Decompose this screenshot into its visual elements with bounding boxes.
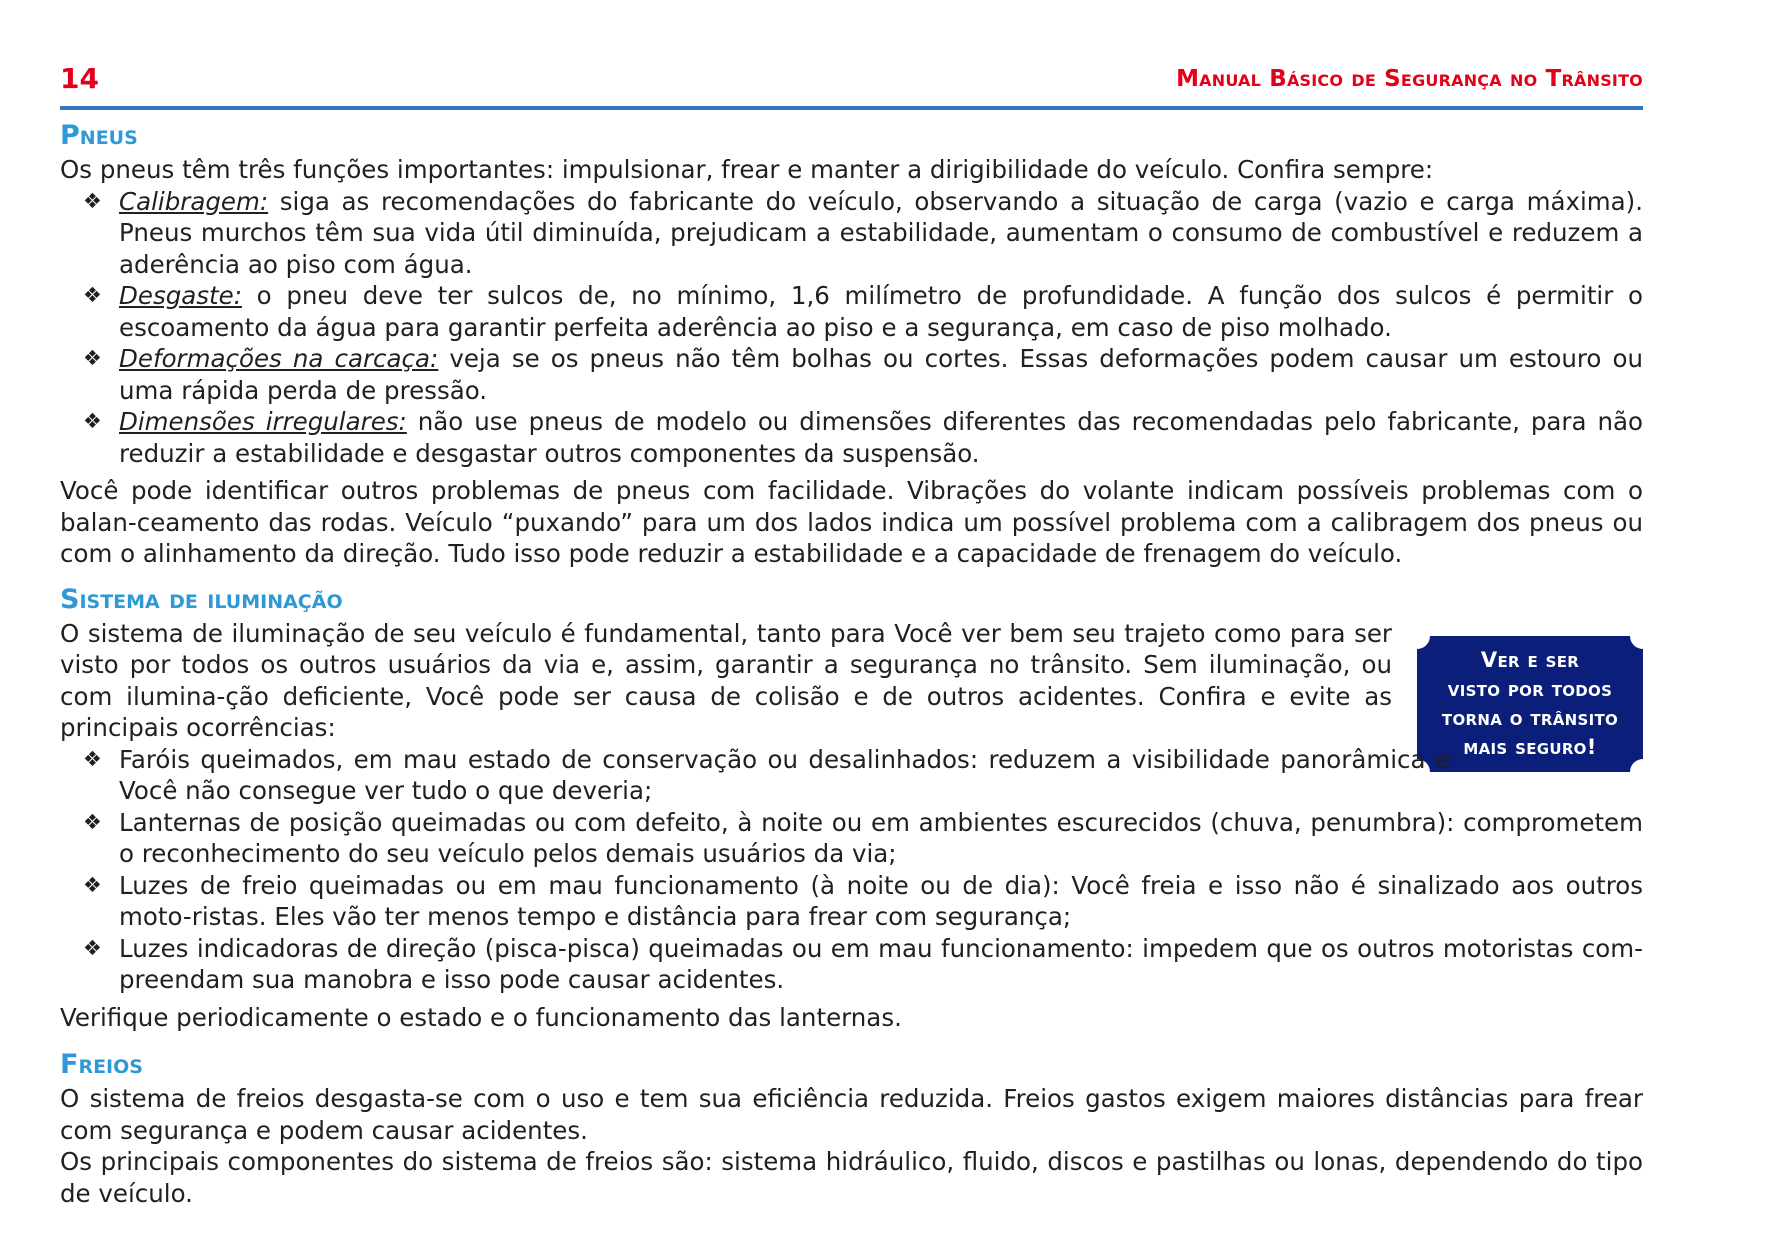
freios-paragraph: O sistema de freios desgasta-se com o uso e tem sua eficiência reduzida. Freios gastos exigem maiores distâncias para frear com segurança e podem causar acidentes. <box>60 1084 1643 1145</box>
pneus-intro: Os pneus têm três funções importantes: impulsionar, frear e manter a dirigibilidade do veículo. Confira sempre: <box>60 155 1434 184</box>
section-title-pneus: Pneus <box>60 120 138 151</box>
list-item <box>60 870 1643 933</box>
diamond-bullet-icon: ❖ <box>83 809 102 834</box>
list-item <box>60 807 1643 870</box>
diamond-bullet-icon: ❖ <box>83 872 102 897</box>
list-item-text: Faróis queimados, em mau estado de conservação ou desalinhados: reduzem a visibilidade panorâmica e Você não consegue ver tudo o que deveria; <box>119 744 1451 805</box>
list-item-text: não use pneus de modelo ou dimensões diferentes das recomendadas pelo fabricante, para não reduzir a estabilidade e desgastar outros componentes da suspensão. <box>119 407 1644 468</box>
page-content <box>60 118 1643 1209</box>
diamond-bullet-icon: ❖ <box>83 188 102 213</box>
list-item <box>60 406 1643 469</box>
diamond-bullet-icon: ❖ <box>83 283 102 307</box>
list-item <box>60 343 1643 406</box>
iluminacao-closing: Verifique periodicamente o estado e o funcionamento das lanternas. <box>60 1002 902 1032</box>
section-title-freios: Freios <box>60 1049 143 1080</box>
callout-line: visto por todos <box>1447 676 1613 701</box>
list-item <box>60 744 1451 807</box>
list-item-term: Dimensões irregulares: <box>119 407 407 436</box>
callout-line: torna o trânsito <box>1441 705 1619 730</box>
list-item-text: Luzes indicadoras de direção (pisca-pisca) queimadas ou em mau funcionamento: impedem que os outros motoristas com-preendam sua manobra e isso pode causar acidentes. <box>119 933 1643 994</box>
list-item-term: Deformações na carcaça: <box>119 344 439 373</box>
iluminacao-intro: O sistema de iluminação de seu veículo é fundamental, tanto para Você ver bem seu trajeto como para ser visto por todos os outros usuários da via e, assim, garantir a segurança no trânsito. Sem iluminação, ou com ilumina-ção deficiente, Você pode ser causa de colisão e de outros acidentes. Confira e evite as principais ocorrências: <box>60 618 1392 742</box>
iluminacao-block <box>60 618 1643 1034</box>
list-item-text: o pneu deve ter sulcos de, no mínimo, 1,6 milímetro de profundidade. A função dos sulcos é permitir o escoamento da água para garantir perfeita aderência ao piso e a segurança, em caso de piso molhado. <box>119 281 1643 342</box>
callout-corner-notch <box>1630 623 1656 649</box>
list-item <box>60 280 1643 343</box>
list-item-term: Desgaste: <box>119 281 242 310</box>
section-title-iluminacao: Sistema de iluminação <box>60 583 343 615</box>
freios-paragraph: Os principais componentes do sistema de freios são: sistema hidráulico, fluido, discos e pastilhas ou lonas, dependendo do tipo de veículo. <box>60 1147 1643 1208</box>
list-item <box>60 933 1643 996</box>
list-item-text: Luzes de freio queimadas ou em mau funcionamento (à noite ou de dia): Você freia e isso não é sinalizado aos outros moto-ristas. Eles vão ter menos tempo e distância para frear com segurança; <box>119 870 1643 931</box>
page-header <box>60 58 1643 110</box>
list-item-text: Lanternas de posição queimadas ou com defeito, à noite ou em ambientes escurecidos (chuva, penumbra): comprometem o reconhecimento do seu veículo pelos demais usuários da via; <box>119 807 1643 868</box>
diamond-bullet-icon: ❖ <box>83 935 102 960</box>
diamond-bullet-icon: ❖ <box>83 346 102 370</box>
list-item <box>60 186 1643 281</box>
diamond-bullet-icon: ❖ <box>83 746 102 771</box>
list-item-text: siga as recomendações do fabricante do veículo, observando a situação de carga (vazio e carga máxima). Pneus murchos têm sua vida útil diminuída, prejudicam a estabilidade, aumentam o consumo de combustível e reduzem a aderência ao piso com água. <box>119 186 1643 279</box>
iluminacao-list <box>60 744 1643 996</box>
callout-corner-notch <box>1630 759 1656 785</box>
callout-line: Ver e ser <box>1480 647 1580 672</box>
pneus-closing: Você pode identificar outros problemas de pneus com facilidade. Vibrações do volante indicam possíveis problemas com o balan-ceamento das rodas. Veículo “puxando” para um dos lados indica um possível problema com a calibragem dos pneus ou com o alinhamento da direção. Tudo isso pode reduzir a estabilidade e a capacidade de frenagem do veículo. <box>60 476 1643 568</box>
running-title: Manual Básico de Segurança no Trânsito <box>1176 66 1643 92</box>
diamond-bullet-icon: ❖ <box>83 409 102 433</box>
list-item-term: Calibragem: <box>119 186 269 216</box>
callout-line: mais seguro! <box>1463 734 1597 759</box>
list-item-text: veja se os pneus não têm bolhas ou cortes. Essas deformações podem causar um estouro ou uma rápida perda de pressão. <box>119 344 1644 405</box>
callout-corner-notch <box>1404 623 1430 649</box>
page-number: 14 <box>60 62 99 95</box>
pneus-list <box>60 186 1643 470</box>
